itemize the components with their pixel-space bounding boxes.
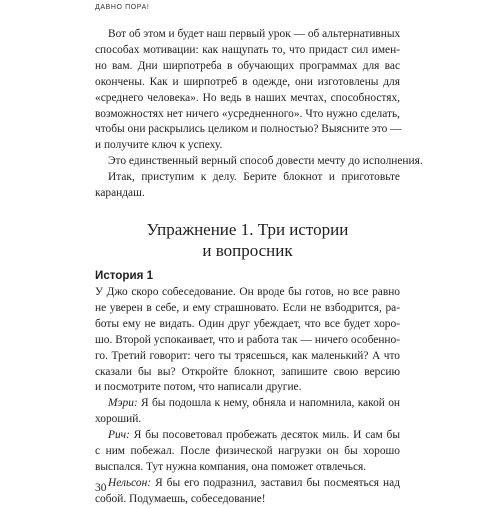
story-text — [95, 285, 400, 508]
text-line: карандаш. — [95, 187, 145, 200]
text-line: возможностях нет ничего «усредненного». Что нужно сделать, — [95, 107, 400, 120]
story-title: История 1 — [95, 269, 154, 282]
response-line: выспался. Тут нужна компания, она поможет отвлечься. — [95, 460, 367, 473]
response-text: Я бы его подразнил, заставил бы посмеяться над — [155, 476, 400, 489]
text-line: «среднего человека». Но ведь в наших мечтах, способностях, — [95, 91, 400, 104]
response-line — [95, 476, 400, 492]
text-line: Итак, приступим к делу. Берите блокнот и приготовьте — [108, 171, 400, 184]
page-number: 30 — [95, 482, 107, 494]
running-head: ДАВНО ПОРА! — [95, 4, 150, 11]
exercise-title-line: Упражнение 1. Три истории — [146, 220, 349, 239]
speaker-name: Нельсон: — [108, 476, 152, 489]
response-line: хороший. — [95, 413, 142, 426]
intro-text — [95, 27, 423, 202]
response-line: с ним побежал. После физической нагрузки он бы хорошо — [95, 445, 400, 458]
text-line: чтобы они раскрылись целиком и полностью? Выясните это — — [95, 123, 402, 136]
exercise-title-line: и вопросник — [202, 241, 293, 260]
text-line: но вам. Дни ширпотреба в обучающих программах для вас — [95, 59, 400, 72]
text-line: Вот об этом и будет наш первый урок — об альтернативных — [108, 28, 401, 40]
response-line — [95, 396, 400, 412]
response-line: собой. Подумаешь, собеседование! — [95, 492, 266, 505]
exercise-title — [95, 219, 400, 261]
speaker-name: Мэри: — [108, 397, 138, 410]
text-line: окончены. Как и ширпотреб в одежде, они изготовлены для — [95, 75, 400, 88]
response-text: Я бы подошла к нему, обняла и напомнила, какой он — [141, 397, 400, 410]
text-line: Это единственный верный способ довести мечту до исполнения. — [108, 155, 423, 168]
response-text: Я бы посоветовал пробежать десяток миль. И сам бы — [133, 429, 400, 442]
response-line — [95, 428, 400, 444]
text-line: и получите ключ к успеху. — [95, 139, 223, 152]
text-line: го. Третий говорит: чего ты трясешься, как маленький? А что — [95, 349, 400, 362]
text-line: У Джо скоро собеседование. Он вроде бы готов, но все равно — [95, 286, 400, 298]
text-line: сказали бы вы? Откройте блокнот, запишите свою версию — [95, 365, 400, 378]
text-line: и посмотрите потом, что написали другие. — [95, 381, 302, 394]
text-line: не уверен в себе, и ему страшновато. Если не взбодрится, ра- — [95, 301, 400, 314]
text-line: способах мотивации: как нащупать то, что придаст сил имен- — [95, 43, 400, 56]
text-line: шо. Второй успокаивает, что и работа так — ничего особенно- — [95, 333, 400, 346]
text-line: боты ему не видать. Один друг убеждает, что все будет хоро- — [95, 317, 400, 330]
speaker-name: Рич: — [108, 429, 130, 442]
